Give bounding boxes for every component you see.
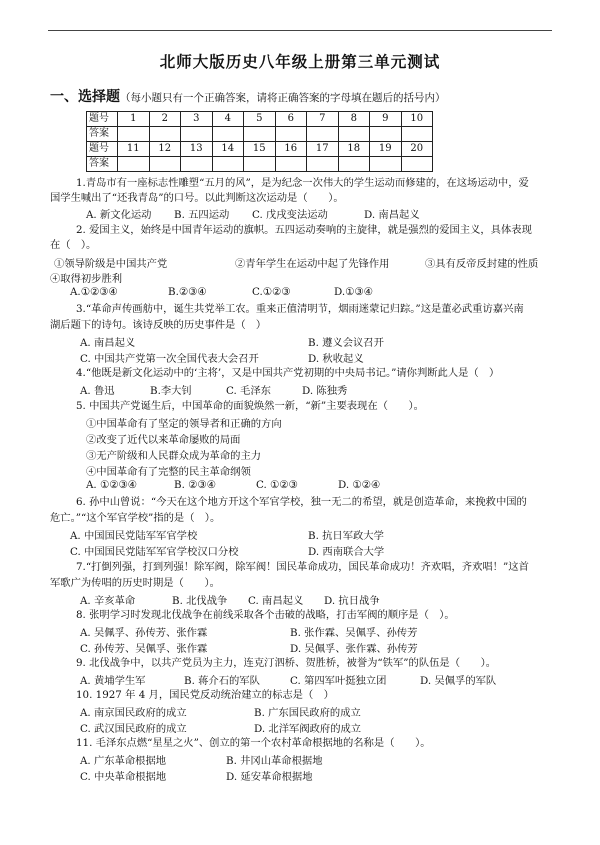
table-cell: 7 [307, 112, 339, 127]
table-header-cell: 答案 [87, 127, 118, 142]
option-c: C. 中国国民党陆军军官学校汉口分校 [70, 546, 239, 558]
question-stem: 湖后题下的诗句。该诗反映的历史事件是（ ） [50, 319, 267, 331]
table-header-cell: 答案 [87, 157, 118, 172]
option-a: A. 吴佩孚、孙传芳、张作霖 [80, 627, 208, 639]
question-stem: 军歌广为传唱的历史时期是（ ）。 [50, 577, 220, 589]
option-c: C.①②③ [252, 286, 291, 298]
option-c: C. 第四军叶挺独立团 [290, 675, 387, 687]
option-d: D. 北洋军阀政府的成立 [254, 723, 362, 735]
section-heading [50, 86, 446, 106]
statement: ③具有反帝反封建的性质 [425, 258, 539, 270]
question-stem: 7.“打倒列强，打到列强！除军阀，除军阀！国民革命成功，国民革命成功！齐欢唱，齐欢唱！”这首 [76, 561, 529, 573]
question-stem: 3.“革命声传画舫中，诞生共党举工农。重来正值清明节，烟雨迷蒙记归踪。”这是董必武重访嘉兴南 [76, 303, 524, 315]
table-cell: 12 [149, 142, 181, 157]
statement: ①中国革命有了坚定的领导者和正确的方向 [86, 418, 282, 430]
answer-cell[interactable] [307, 157, 339, 172]
option-b: B. 北伐战争 [172, 595, 228, 607]
table-cell: 13 [181, 142, 213, 157]
table-cell: 17 [307, 142, 339, 157]
option-d: D. 西南联合大学 [308, 546, 385, 558]
table-cell: 19 [370, 142, 402, 157]
answer-cell[interactable] [149, 127, 181, 142]
question-stem: 2. 爱国主义，始终是中国青年运动的旗帜。五四运动奏响的主旋律，就是强烈的爱国主义，具体表现 [76, 224, 532, 236]
header-rule [48, 30, 552, 31]
table-cell: 4 [212, 112, 244, 127]
table-header-cell: 题号 [87, 112, 118, 127]
table-cell: 1 [118, 112, 150, 127]
option-a: A. 南京国民政府的成立 [80, 707, 187, 719]
statement: ④取得初步胜利 [50, 273, 123, 285]
answer-cell[interactable] [212, 157, 244, 172]
table-row [87, 142, 433, 157]
table-row [87, 127, 433, 142]
option-d: D.①③④ [334, 286, 373, 298]
answer-cell[interactable] [307, 127, 339, 142]
table-row [87, 157, 433, 172]
statement: ③无产阶级和人民群众成为革命的主力 [86, 450, 262, 462]
option-c: C. ①②③ [256, 479, 298, 491]
option-b: B. 张作霖、吴佩孚、孙传芳 [290, 627, 418, 639]
section-label: 一、选择题 [50, 89, 120, 105]
option-a: A. 中国国民党陆军军官学校 [70, 530, 198, 542]
option-d: D. ①②④ [338, 479, 381, 491]
question-stem: 1.青岛市有一座标志性雕塑“五月的风”，是为纪念一次伟大的学生运动而修建的，在这场运动中，爱 [76, 177, 529, 189]
question-stem: 在（ ）。 [50, 239, 97, 251]
table-cell: 8 [338, 112, 370, 127]
statement: ②青年学生在运动中起了先锋作用 [235, 258, 390, 270]
statement: ④中国革命有了完整的民主革命纲领 [86, 466, 251, 478]
answer-cell[interactable] [338, 157, 370, 172]
table-cell: 9 [370, 112, 402, 127]
option-b: B. 井冈山革命根据地 [226, 755, 323, 767]
question-stem: 11. 毛泽东点燃“星星之火”、创立的第一个农村革命根据地的名称是（ ）。 [76, 737, 431, 749]
answer-cell[interactable] [244, 157, 276, 172]
section-instruction: （每小题只有一个正确答案，请将正确答案的字母填在题后的括号内） [120, 92, 446, 104]
question-stem: 10. 1927 年 4 月，国民党反动统治建立的标志是（ ） [76, 689, 334, 701]
answer-cell[interactable] [370, 157, 402, 172]
answer-cell[interactable] [149, 157, 181, 172]
question-stem: 危亡。”“这个军官学校”指的是（ ）。 [50, 512, 221, 524]
option-c: C. 毛泽东 [226, 385, 271, 397]
table-cell: 5 [244, 112, 276, 127]
answer-cell[interactable] [212, 127, 244, 142]
option-d: D. 抗日战争 [324, 595, 380, 607]
answer-cell[interactable] [275, 127, 307, 142]
table-cell: 3 [181, 112, 213, 127]
option-d: D. 陈独秀 [302, 385, 348, 397]
option-b: B.李大钊 [150, 385, 192, 397]
table-cell: 10 [401, 112, 433, 127]
option-b: B.②③④ [168, 286, 207, 298]
option-b: B. 抗日军政大学 [308, 530, 384, 542]
answer-table [86, 111, 433, 172]
option-a: A. 鲁迅 [80, 385, 115, 397]
table-cell: 18 [338, 142, 370, 157]
table-cell: 15 [244, 142, 276, 157]
option-d: D. 秋收起义 [308, 353, 364, 365]
statement: ①领导阶级是中国共产党 [54, 258, 168, 270]
answer-cell[interactable] [181, 157, 213, 172]
statement: ②改变了近代以来革命屡败的局面 [86, 434, 241, 446]
option-c: C. 戊戌变法运动 [252, 209, 328, 221]
option-b: B. 五四运动 [174, 209, 230, 221]
option-b: B. 蒋介石的军队 [184, 675, 260, 687]
answer-cell[interactable] [401, 157, 433, 172]
answer-cell[interactable] [338, 127, 370, 142]
option-a: A. 辛亥革命 [80, 595, 136, 607]
question-stem: 4.“他既是新文化运动中的‘主将’，又是中国共产党初期的中央局书记。”请你判断此人是（ ） [76, 367, 500, 379]
table-cell: 2 [149, 112, 181, 127]
option-a: A. 新文化运动 [86, 209, 152, 221]
option-c: C. 中央革命根据地 [80, 771, 167, 783]
answer-cell[interactable] [275, 157, 307, 172]
option-d: D. 延安革命根据地 [226, 771, 313, 783]
question-stem: 9. 北伐战争中，以共产党员为主力，连克汀泗桥、贺胜桥，被誉为“铁军”的队伍是（ ）。 [76, 657, 497, 669]
table-header-cell: 题号 [87, 142, 118, 157]
option-d: D. 吴佩孚的军队 [420, 675, 497, 687]
answer-cell[interactable] [118, 127, 150, 142]
option-a: A. 广东革命根据地 [80, 755, 167, 767]
option-c: C. 南昌起义 [248, 595, 304, 607]
option-c: C. 中国共产党第一次全国代表大会召开 [80, 353, 259, 365]
table-cell: 20 [401, 142, 433, 157]
table-cell: 11 [118, 142, 150, 157]
question-stem: 8. 张明学习时发现北伐战争在前线采取各个击破的战略，打击军阀的顺序是（ ）。 [76, 609, 455, 621]
option-d: D. 吴佩孚、张作霖、孙传芳 [290, 643, 418, 655]
answer-cell[interactable] [244, 127, 276, 142]
answer-cell[interactable] [401, 127, 433, 142]
table-cell: 14 [212, 142, 244, 157]
page-title: 北师大版历史八年级上册第三单元测试 [159, 53, 441, 71]
option-a: A. 南昌起义 [80, 337, 136, 349]
option-a: A. ①②③④ [86, 479, 137, 491]
option-a: A.①②③④ [70, 286, 118, 298]
table-row [87, 112, 433, 127]
answer-cell[interactable] [118, 157, 150, 172]
option-d: D. 南昌起义 [364, 209, 420, 221]
table-cell: 16 [275, 142, 307, 157]
option-b: B. 遵义会议召开 [308, 337, 384, 349]
question-stem: 6. 孙中山曾说：“今天在这个地方开这个军官学校，独一无二的希望，就是创造革命，来挽救中国的 [76, 496, 527, 508]
option-a: A. 黄埔学生军 [80, 675, 146, 687]
question-stem: 5. 中国共产党诞生后，中国革命的面貌焕然一新，“新”主要表现在（ ）。 [76, 400, 424, 412]
question-stem: 国学生喊出了“还我青岛”的口号。以此判断这次运动是（ ）。 [50, 192, 344, 204]
option-c: C. 武汉国民政府的成立 [80, 723, 187, 735]
option-c: C. 孙传芳、吴佩孚、张作霖 [80, 643, 208, 655]
answer-cell[interactable] [181, 127, 213, 142]
table-cell: 6 [275, 112, 307, 127]
answer-cell[interactable] [370, 127, 402, 142]
option-b: B. ②③④ [174, 479, 216, 491]
option-b: B. 广东国民政府的成立 [254, 707, 361, 719]
